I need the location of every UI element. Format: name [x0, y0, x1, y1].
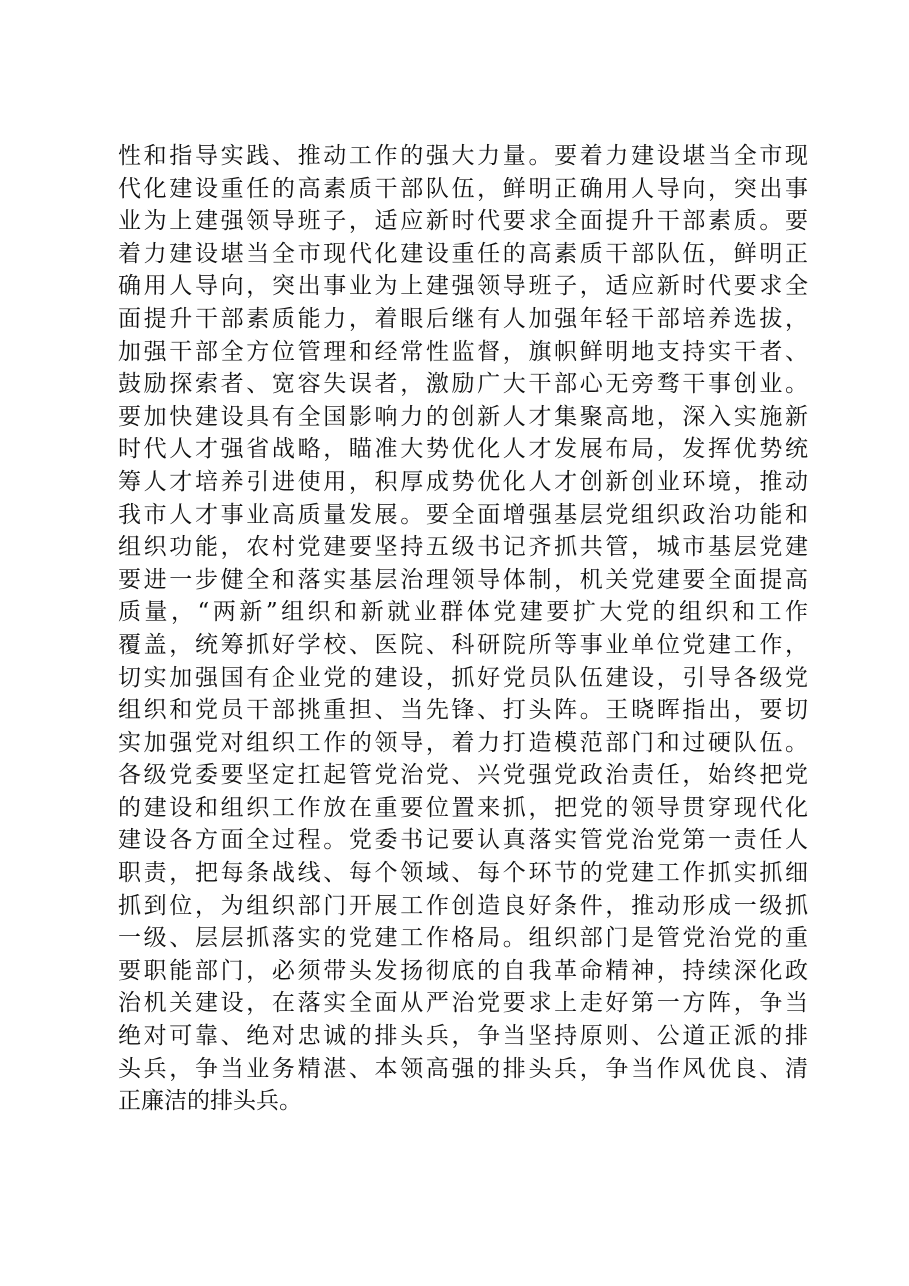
- text-line: 治机关建设，在落实全面从严治党要求上走好第一方阵，争当: [118, 990, 808, 1017]
- text-line: 正廉洁的排头兵。: [118, 1088, 302, 1115]
- text-line: 头兵，争当业务精湛、本领高强的排头兵，争当作风优良、清: [118, 1055, 808, 1082]
- text-line: 的建设和组织工作放在重要位置来抓，把党的领导贯穿现代化: [118, 794, 808, 821]
- text-line: 我市人才事业高质量发展。要全面增强基层党组织政治功能和: [118, 501, 808, 528]
- text-line: 面提升干部素质能力，着眼后继有人加强年轻干部培养选拔，: [118, 305, 808, 332]
- text-line: 切实加强国有企业党的建设，抓好党员队伍建设，引导各级党: [118, 664, 808, 691]
- text-line: 筹人才培养引进使用，积厚成势优化人才创新创业环境，推动: [118, 468, 808, 495]
- text-line: 职责，把每条战线、每个领域、每个环节的党建工作抓实抓细: [118, 860, 808, 887]
- text-line: 性和指导实践、推动工作的强大力量。要着力建设堪当全市现: [118, 143, 808, 169]
- text-line: 要进一步健全和落实基层治理领导体制，机关党建要全面提高: [118, 566, 808, 593]
- text-line: 加强干部全方位管理和经常性监督，旗帜鲜明地支持实干者、: [118, 338, 808, 365]
- text-line: 组织功能，农村党建要坚持五级书记齐抓共管，城市基层党建: [118, 534, 808, 561]
- text-line: 各级党委要坚定扛起管党治党、兴党强党政治责任，始终把党: [118, 762, 808, 789]
- text-line: 抓到位，为组织部门开展工作创造良好条件，推动形成一级抓: [118, 892, 808, 919]
- text-line: 着力建设堪当全市现代化建设重任的高素质干部队伍，鲜明正: [118, 240, 808, 267]
- text-line: 组织和党员干部挑重担、当先锋、打头阵。王晓晖指出，要切: [118, 697, 808, 724]
- text-line: 建设各方面全过程。党委书记要认真落实管党治党第一责任人: [118, 827, 808, 854]
- text-line: 要加快建设具有全国影响力的创新人才集聚高地，深入实施新: [118, 403, 808, 430]
- text-line: 覆盖，统筹抓好学校、医院、科研院所等事业单位党建工作，: [118, 631, 808, 658]
- text-line: 质量，“两新”组织和新就业群体党建要扩大党的组织和工作: [118, 599, 808, 626]
- text-line: 实加强党对组织工作的领导，着力打造模范部门和过硬队伍。: [118, 729, 808, 756]
- text-line: 业为上建强领导班子，适应新时代要求全面提升干部素质。要: [118, 208, 808, 235]
- text-line: 时代人才强省战略，瞄准大势优化人才发展布局，发挥优势统: [118, 436, 808, 463]
- text-line: 确用人导向，突出事业为上建强领导班子，适应新时代要求全: [118, 273, 808, 300]
- text-line: 一级、层层抓落实的党建工作格局。组织部门是管党治党的重: [118, 925, 808, 952]
- body-paragraph: [118, 140, 808, 1118]
- text-line: 要职能部门，必须带头发扬彻底的自我革命精神，持续深化政: [118, 957, 808, 984]
- text-line: 鼓励探索者、宽容失误者，激励广大干部心无旁骛干事创业。: [118, 371, 808, 398]
- text-line: 绝对可靠、绝对忠诚的排头兵，争当坚持原则、公道正派的排: [118, 1023, 808, 1050]
- text-line: 代化建设重任的高素质干部队伍，鲜明正确用人导向，突出事: [118, 175, 808, 202]
